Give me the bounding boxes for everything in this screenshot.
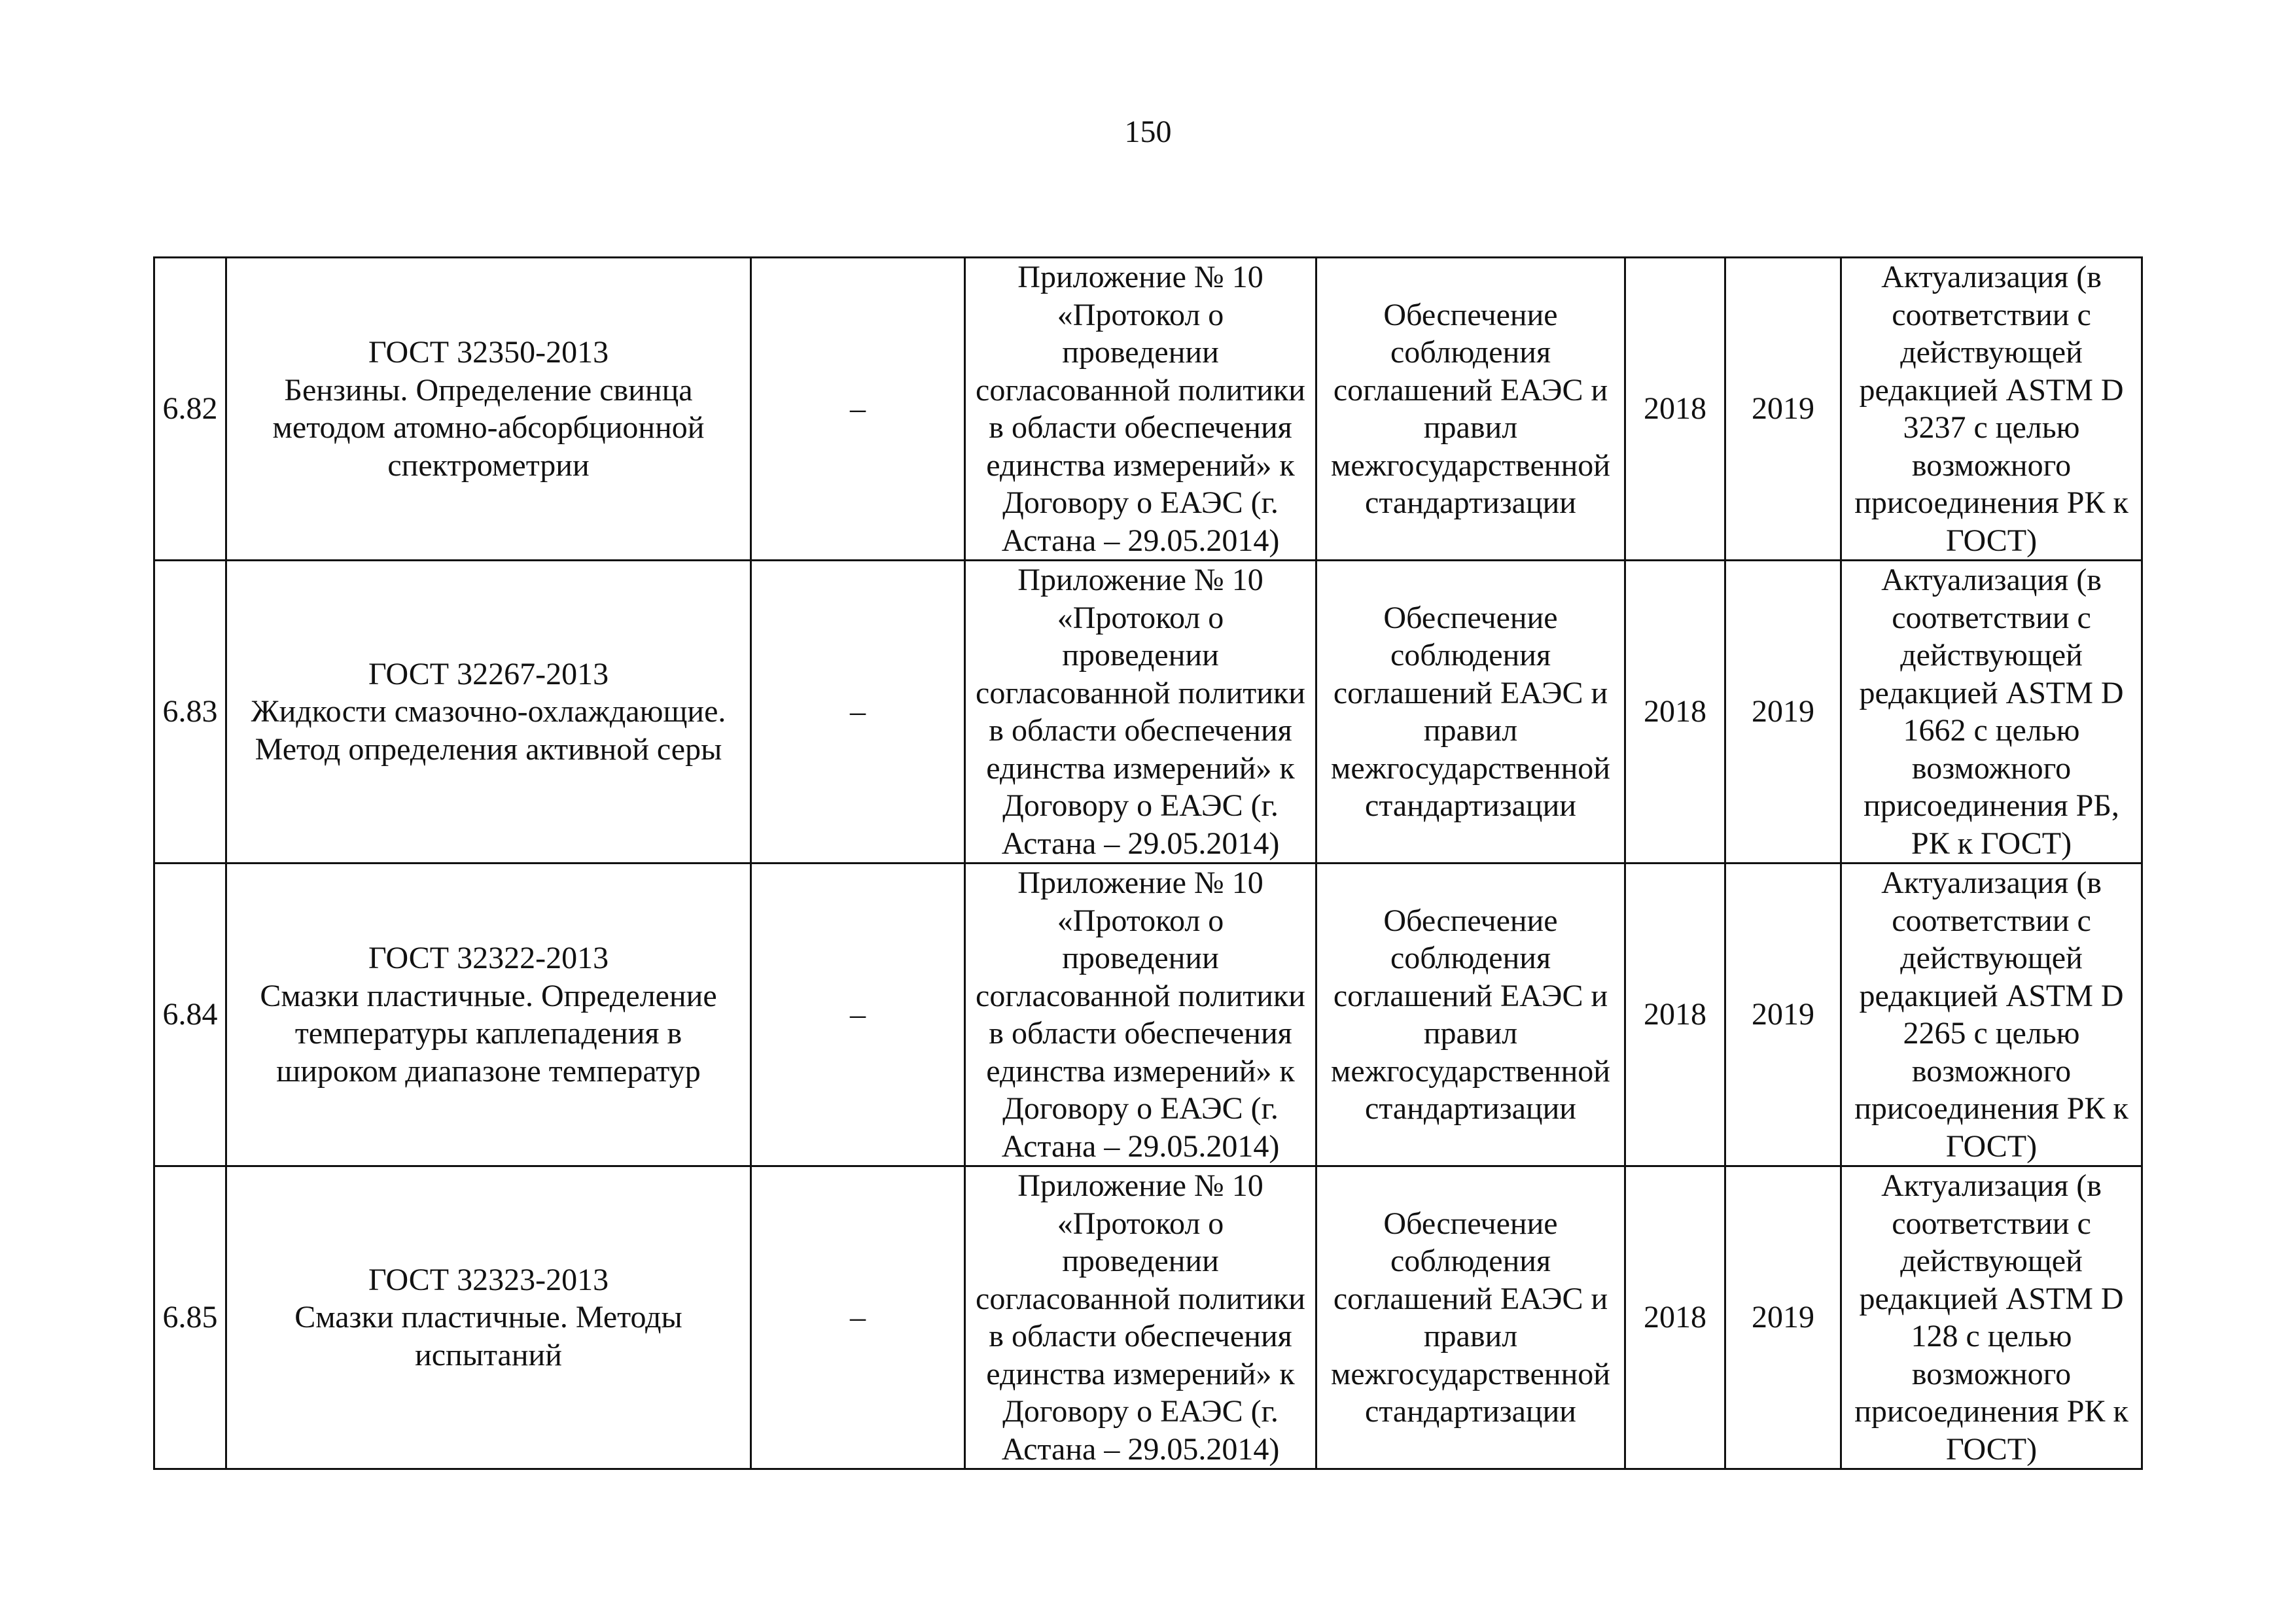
standard-title-cell — [226, 1166, 751, 1469]
standard-title-line: ГОСТ 32323-2013 — [368, 1262, 609, 1297]
purpose-line: Обеспечение — [1383, 1206, 1558, 1241]
page-number: 150 — [1124, 114, 1172, 149]
basis-line: Астана – 29.05.2014) — [1001, 1128, 1280, 1164]
basis-line: единства измерений» к — [986, 1356, 1295, 1391]
dash-cell: – — [751, 864, 965, 1166]
purpose-line: соблюдения — [1390, 335, 1551, 370]
note-line: возможного — [1911, 1053, 2072, 1089]
note-line: редакцией ASTM D — [1859, 978, 2124, 1013]
basis-line: Астана – 29.05.2014) — [1001, 826, 1280, 861]
basis-line: Приложение № 10 — [1017, 865, 1263, 900]
basis-line: единства измерений» к — [986, 1053, 1295, 1089]
basis-line: согласованной политики — [976, 1281, 1305, 1316]
purpose-line: правил — [1423, 1016, 1518, 1051]
note-line: возможного — [1911, 447, 2072, 483]
note-line: присоединения РК к — [1854, 485, 2128, 520]
note-line: 128 с целью — [1911, 1319, 2072, 1353]
note-line: присоединения РК к — [1854, 1091, 2128, 1126]
purpose-cell — [1316, 1166, 1625, 1469]
purpose-cell — [1316, 561, 1625, 864]
standard-title-cell — [226, 258, 751, 561]
basis-line: «Протокол о — [1057, 600, 1224, 635]
note-line: 3237 с целью — [1903, 410, 2080, 445]
note-line: возможного — [1911, 1356, 2072, 1391]
standard-title-line: Бензины. Определение свинца — [284, 372, 693, 408]
end-year-cell: 2019 — [1725, 1166, 1841, 1469]
start-year-cell: 2018 — [1625, 864, 1725, 1166]
basis-cell — [965, 561, 1316, 864]
note-line: действующей — [1900, 638, 2083, 672]
start-year-cell: 2018 — [1625, 561, 1725, 864]
purpose-line: Обеспечение — [1383, 600, 1558, 635]
row-number: 6.82 — [154, 258, 226, 561]
purpose-line: межгосударственной — [1331, 447, 1610, 483]
note-line: 1662 с целью — [1903, 713, 2080, 748]
note-line: присоединения РБ, — [1863, 788, 2119, 823]
basis-line: проведении — [1062, 638, 1219, 672]
note-line: действующей — [1900, 941, 2083, 975]
basis-line: Приложение № 10 — [1017, 563, 1263, 597]
end-year-cell: 2019 — [1725, 864, 1841, 1166]
basis-cell — [965, 258, 1316, 561]
purpose-line: правил — [1423, 713, 1518, 748]
table-row — [154, 561, 2142, 864]
standard-title-line: ГОСТ 32267-2013 — [368, 656, 609, 691]
standard-title-line: Смазки пластичные. Определение — [260, 978, 717, 1013]
basis-line: в области обеспечения — [989, 1319, 1292, 1353]
purpose-line: стандартизации — [1365, 485, 1576, 520]
standard-title-line: широком диапазоне температур — [276, 1053, 701, 1089]
basis-line: «Протокол о — [1057, 297, 1224, 332]
standard-title-line: Смазки пластичные. Методы — [294, 1300, 682, 1335]
basis-line: единства измерений» к — [986, 447, 1295, 483]
standard-title-line: Жидкости смазочно-охлаждающие. — [251, 694, 726, 729]
purpose-line: соблюдения — [1390, 638, 1551, 672]
basis-cell — [965, 1166, 1316, 1469]
purpose-line: соблюдения — [1390, 1244, 1551, 1278]
basis-line: Приложение № 10 — [1017, 260, 1263, 294]
purpose-line: соглашений ЕАЭС и — [1333, 675, 1608, 710]
note-line: РК к ГОСТ) — [1911, 826, 2072, 861]
standard-title-line: ГОСТ 32350-2013 — [368, 335, 609, 370]
note-line: действующей — [1900, 1244, 2083, 1278]
note-line: соответствии с — [1892, 600, 2091, 635]
purpose-line: соглашений ЕАЭС и — [1333, 372, 1608, 408]
basis-line: согласованной политики — [976, 675, 1305, 710]
basis-line: единства измерений» к — [986, 750, 1295, 786]
basis-line: в области обеспечения — [989, 410, 1292, 445]
standard-title-line: спектрометрии — [387, 447, 590, 483]
standard-title-line: методом атомно-абсорбционной — [272, 410, 705, 445]
basis-line: Приложение № 10 — [1017, 1168, 1263, 1203]
purpose-cell — [1316, 864, 1625, 1166]
purpose-line: соглашений ЕАЭС и — [1333, 1281, 1608, 1316]
basis-line: проведении — [1062, 941, 1219, 975]
note-line: соответствии с — [1892, 903, 2091, 938]
purpose-line: стандартизации — [1365, 1091, 1576, 1126]
basis-line: «Протокол о — [1057, 1206, 1224, 1241]
note-line: Актуализация (в — [1881, 260, 2102, 294]
basis-line: Договору о ЕАЭС (г. — [1002, 485, 1279, 520]
dash-cell: – — [751, 258, 965, 561]
standard-title-line: испытаний — [415, 1337, 562, 1372]
basis-line: согласованной политики — [976, 978, 1305, 1013]
basis-line: Договору о ЕАЭС (г. — [1002, 1091, 1279, 1126]
dash-cell: – — [751, 1166, 965, 1469]
standard-title-cell — [226, 561, 751, 864]
purpose-line: соглашений ЕАЭС и — [1333, 978, 1608, 1013]
note-line: соответствии с — [1892, 1206, 2091, 1241]
table-row — [154, 258, 2142, 561]
note-line: редакцией ASTM D — [1859, 675, 2124, 710]
note-line: Актуализация (в — [1881, 865, 2102, 900]
purpose-line: межгосударственной — [1331, 1356, 1610, 1391]
end-year-cell: 2019 — [1725, 258, 1841, 561]
basis-line: в области обеспечения — [989, 1016, 1292, 1051]
start-year-cell: 2018 — [1625, 1166, 1725, 1469]
start-year-cell: 2018 — [1625, 258, 1725, 561]
note-line: возможного — [1911, 750, 2072, 786]
basis-line: Астана – 29.05.2014) — [1001, 523, 1280, 558]
basis-line: Договору о ЕАЭС (г. — [1002, 1394, 1279, 1429]
note-line: ГОСТ) — [1945, 523, 2038, 558]
purpose-line: Обеспечение — [1383, 903, 1558, 938]
standard-title-cell — [226, 864, 751, 1166]
basis-cell — [965, 864, 1316, 1166]
note-line: Актуализация (в — [1881, 563, 2102, 597]
basis-line: Астана – 29.05.2014) — [1001, 1431, 1280, 1467]
purpose-line: межгосударственной — [1331, 750, 1610, 786]
note-line: редакцией ASTM D — [1859, 372, 2124, 408]
table-row — [154, 864, 2142, 1166]
note-line: присоединения РК к — [1854, 1394, 2128, 1429]
end-year-cell: 2019 — [1725, 561, 1841, 864]
dash-cell: – — [751, 561, 965, 864]
table-row — [154, 1166, 2142, 1469]
purpose-line: правил — [1423, 410, 1518, 445]
basis-line: Договору о ЕАЭС (г. — [1002, 788, 1279, 823]
basis-line: проведении — [1062, 1244, 1219, 1278]
basis-line: согласованной политики — [976, 372, 1305, 408]
purpose-line: стандартизации — [1365, 1394, 1576, 1429]
purpose-line: соблюдения — [1390, 941, 1551, 975]
note-line: действующей — [1900, 335, 2083, 370]
purpose-line: Обеспечение — [1383, 297, 1558, 332]
purpose-line: межгосударственной — [1331, 1053, 1610, 1089]
note-line: редакцией ASTM D — [1859, 1281, 2124, 1316]
note-line: 2265 с целью — [1903, 1016, 2080, 1051]
note-cell — [1841, 864, 2142, 1166]
standard-title-line: температуры каплепадения в — [294, 1016, 682, 1051]
standard-title-line: ГОСТ 32322-2013 — [368, 941, 609, 975]
note-line: ГОСТ) — [1945, 1431, 2038, 1467]
row-number: 6.84 — [154, 864, 226, 1166]
basis-line: в области обеспечения — [989, 713, 1292, 748]
note-line: Актуализация (в — [1881, 1168, 2102, 1203]
note-cell — [1841, 1166, 2142, 1469]
purpose-line: правил — [1423, 1319, 1518, 1353]
note-cell — [1841, 258, 2142, 561]
standards-table — [153, 256, 2143, 1470]
note-line: соответствии с — [1892, 297, 2091, 332]
note-line: ГОСТ) — [1945, 1128, 2038, 1164]
row-number: 6.83 — [154, 561, 226, 864]
note-cell — [1841, 561, 2142, 864]
basis-line: проведении — [1062, 335, 1219, 370]
basis-line: «Протокол о — [1057, 903, 1224, 938]
row-number: 6.85 — [154, 1166, 226, 1469]
standard-title-line: Метод определения активной серы — [255, 731, 722, 767]
purpose-cell — [1316, 258, 1625, 561]
purpose-line: стандартизации — [1365, 788, 1576, 823]
